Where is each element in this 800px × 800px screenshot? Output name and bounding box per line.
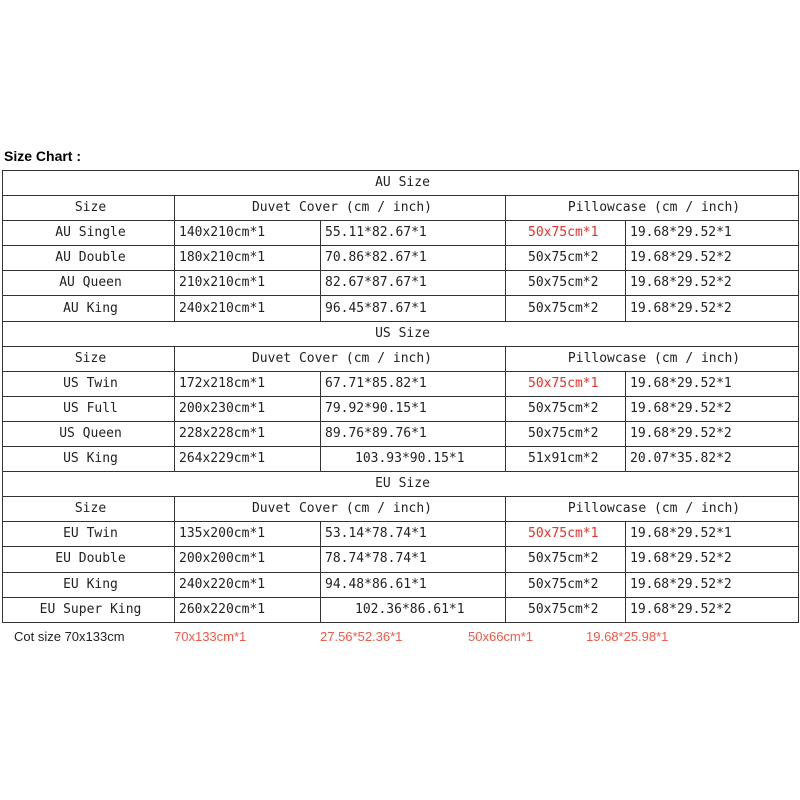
pillow-cm-cell: 50x75cm*2 <box>506 271 626 296</box>
cot-pillow-cm: 50x66cm*1 <box>468 629 534 644</box>
header-duvet: Duvet Cover (cm / inch) <box>175 497 506 522</box>
pillow-cm-cell: 50x75cm*2 <box>506 572 626 597</box>
section-header-us <box>3 321 799 346</box>
section-header-eu <box>3 472 799 497</box>
section-title: AU Size <box>3 171 799 196</box>
header-size: Size <box>3 196 175 221</box>
column-header-row <box>3 497 799 522</box>
table-row <box>3 271 799 296</box>
section-title: US Size <box>3 321 799 346</box>
header-pillow: Pillowcase (cm / inch) <box>506 497 799 522</box>
header-duvet: Duvet Cover (cm / inch) <box>175 346 506 371</box>
size-cell: EU Super King <box>3 597 175 622</box>
table-row <box>3 396 799 421</box>
duvet-cm-cell: 240x220cm*1 <box>175 572 321 597</box>
duvet-inch-cell: 67.71*85.82*1 <box>321 371 506 396</box>
pillow-inch-cell: 19.68*29.52*2 <box>626 572 799 597</box>
duvet-inch-cell: 53.14*78.74*1 <box>321 522 506 547</box>
pillow-cm-cell: 50x75cm*2 <box>506 547 626 572</box>
duvet-inch-cell: 82.67*87.67*1 <box>321 271 506 296</box>
duvet-cm-cell: 210x210cm*1 <box>175 271 321 296</box>
header-size: Size <box>3 497 175 522</box>
pillow-cm-cell: 50x75cm*2 <box>506 246 626 271</box>
header-pillow: Pillowcase (cm / inch) <box>506 196 799 221</box>
size-cell: US Full <box>3 396 175 421</box>
header-duvet: Duvet Cover (cm / inch) <box>175 196 506 221</box>
pillow-inch-cell: 19.68*29.52*2 <box>626 597 799 622</box>
duvet-inch-cell: 96.45*87.67*1 <box>321 296 506 321</box>
size-cell: AU Single <box>3 221 175 246</box>
cot-size-label: Cot size 70x133cm <box>14 629 125 644</box>
duvet-inch-cell: 102.36*86.61*1 <box>321 597 506 622</box>
table-row <box>3 296 799 321</box>
size-chart-table <box>2 170 799 623</box>
pillow-inch-cell: 19.68*29.52*2 <box>626 296 799 321</box>
cot-duvet-cm: 70x133cm*1 <box>174 629 247 644</box>
table-row <box>3 522 799 547</box>
duvet-inch-cell: 55.11*82.67*1 <box>321 221 506 246</box>
size-cell: AU King <box>3 296 175 321</box>
table-row <box>3 246 799 271</box>
duvet-cm-cell: 140x210cm*1 <box>175 221 321 246</box>
table-row <box>3 421 799 446</box>
header-size: Size <box>3 346 175 371</box>
duvet-inch-cell: 78.74*78.74*1 <box>321 547 506 572</box>
cot-pillow-inch: 19.68*25.98*1 <box>586 629 669 644</box>
duvet-cm-cell: 240x210cm*1 <box>175 296 321 321</box>
size-cell: AU Queen <box>3 271 175 296</box>
table-row <box>3 572 799 597</box>
pillow-inch-cell: 19.68*29.52*1 <box>626 522 799 547</box>
duvet-cm-cell: 135x200cm*1 <box>175 522 321 547</box>
column-header-row <box>3 196 799 221</box>
table-row <box>3 597 799 622</box>
pillow-cm-cell: 51x91cm*2 <box>506 447 626 472</box>
section-title: EU Size <box>3 472 799 497</box>
pillow-inch-cell: 19.68*29.52*2 <box>626 547 799 572</box>
size-chart-title: Size Chart : <box>4 148 82 164</box>
table-row <box>3 547 799 572</box>
table-row <box>3 447 799 472</box>
pillow-inch-cell: 19.68*29.52*2 <box>626 246 799 271</box>
size-cell: US King <box>3 447 175 472</box>
table-row <box>3 221 799 246</box>
size-cell: EU King <box>3 572 175 597</box>
pillow-cm-cell: 50x75cm*1 <box>506 371 626 396</box>
pillow-cm-cell: 50x75cm*2 <box>506 421 626 446</box>
header-pillow: Pillowcase (cm / inch) <box>506 346 799 371</box>
column-header-row <box>3 346 799 371</box>
pillow-cm-cell: 50x75cm*2 <box>506 296 626 321</box>
duvet-inch-cell: 103.93*90.15*1 <box>321 447 506 472</box>
duvet-cm-cell: 228x228cm*1 <box>175 421 321 446</box>
duvet-cm-cell: 172x218cm*1 <box>175 371 321 396</box>
size-cell: EU Twin <box>3 522 175 547</box>
size-cell: US Twin <box>3 371 175 396</box>
duvet-cm-cell: 200x200cm*1 <box>175 547 321 572</box>
pillow-cm-cell: 50x75cm*1 <box>506 522 626 547</box>
pillow-inch-cell: 19.68*29.52*2 <box>626 396 799 421</box>
duvet-inch-cell: 89.76*89.76*1 <box>321 421 506 446</box>
pillow-cm-cell: 50x75cm*2 <box>506 396 626 421</box>
pillow-inch-cell: 20.07*35.82*2 <box>626 447 799 472</box>
pillow-cm-cell: 50x75cm*2 <box>506 597 626 622</box>
size-cell: US Queen <box>3 421 175 446</box>
duvet-cm-cell: 200x230cm*1 <box>175 396 321 421</box>
pillow-cm-cell: 50x75cm*1 <box>506 221 626 246</box>
duvet-inch-cell: 79.92*90.15*1 <box>321 396 506 421</box>
duvet-inch-cell: 70.86*82.67*1 <box>321 246 506 271</box>
table-row <box>3 371 799 396</box>
section-header-au <box>3 171 799 196</box>
pillow-inch-cell: 19.68*29.52*1 <box>626 371 799 396</box>
duvet-inch-cell: 94.48*86.61*1 <box>321 572 506 597</box>
duvet-cm-cell: 260x220cm*1 <box>175 597 321 622</box>
pillow-inch-cell: 19.68*29.52*2 <box>626 271 799 296</box>
size-cell: AU Double <box>3 246 175 271</box>
pillow-inch-cell: 19.68*29.52*1 <box>626 221 799 246</box>
size-cell: EU Double <box>3 547 175 572</box>
duvet-cm-cell: 264x229cm*1 <box>175 447 321 472</box>
pillow-inch-cell: 19.68*29.52*2 <box>626 421 799 446</box>
cot-size-row <box>0 629 800 647</box>
cot-duvet-inch: 27.56*52.36*1 <box>320 629 403 644</box>
duvet-cm-cell: 180x210cm*1 <box>175 246 321 271</box>
